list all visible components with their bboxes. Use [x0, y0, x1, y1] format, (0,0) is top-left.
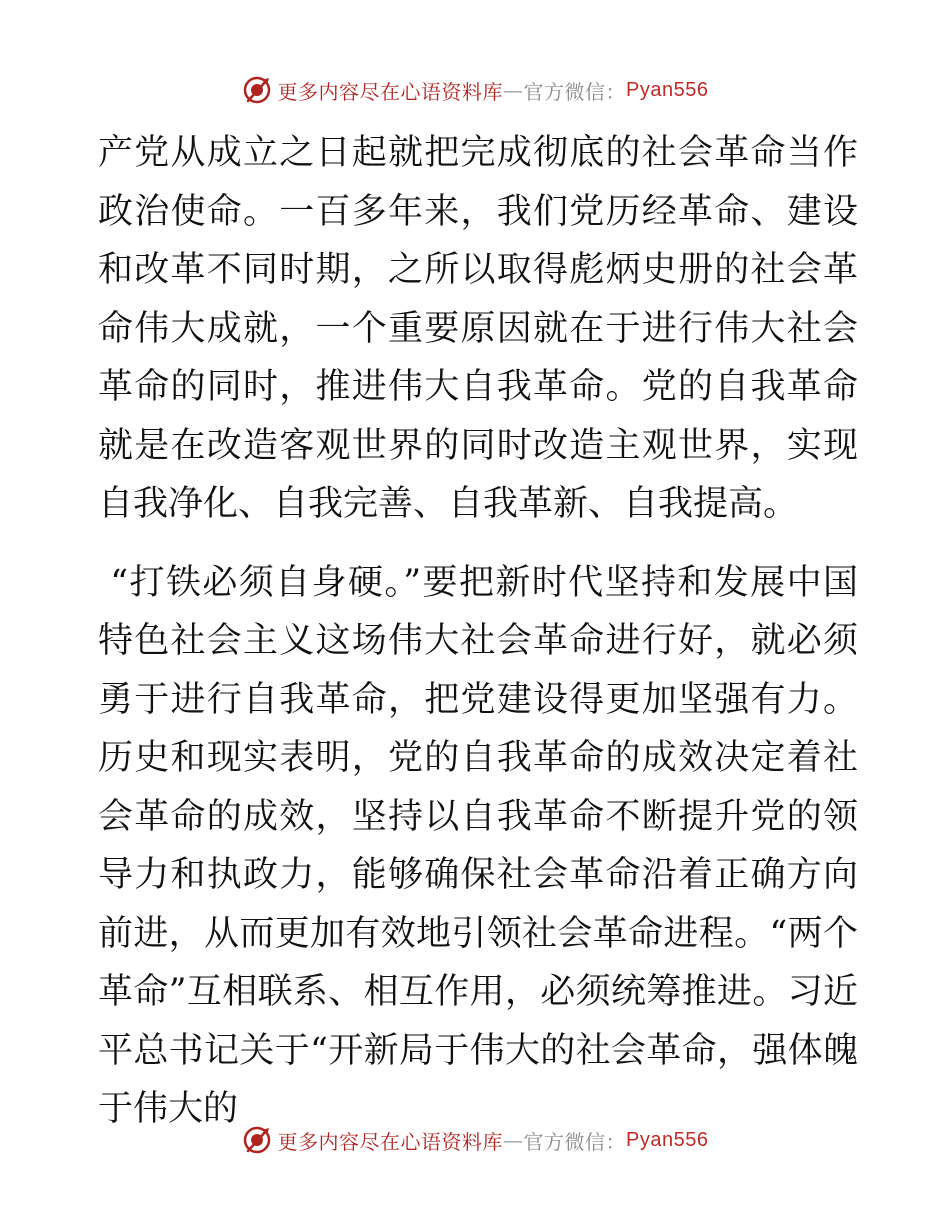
paragraph-1: 产党从成立之日起就把完成彻底的社会革命当作政治使命。一百多年来，我们党历经革命、建设和改革不同时期，之所以取得彪炳史册的社会革命伟大成就，一个重要原因就在于进行伟大社会革命的同时，推进伟大自我革命。党的自我革命就是在改造客观世界的同时改造主观世界，实现自我净化、自我完善、自我革新、自我提高。 [98, 133, 858, 524]
document-body [98, 124, 858, 1139]
watermark-account-label: 官方微信： [523, 1129, 627, 1154]
quill-seal-icon [242, 1125, 272, 1155]
footer-watermark [0, 1120, 950, 1160]
watermark-separator: — [503, 78, 524, 102]
watermark-main-text: 更多内容尽在心语资料库 [277, 79, 504, 104]
quill-seal-icon [242, 75, 272, 105]
watermark-account-label: 官方微信： [523, 79, 627, 104]
watermark-account-id: Pyan556 [626, 1128, 709, 1151]
watermark-account-id: Pyan556 [626, 78, 709, 101]
header-watermark [0, 70, 950, 110]
watermark-main-text: 更多内容尽在心语资料库 [277, 1129, 504, 1154]
watermark-separator: — [503, 1128, 524, 1152]
paragraph-2: “打铁必须自身硬。”要把新时代坚持和发展中国特色社会主义这场伟大社会革命进行好，就必须勇于进行自我革命，把党建设得更加坚强有力。历史和现实表明，党的自我革命的成效决定着社会革命的成效，坚持以自我革命不断提升党的领导力和执政力，能够确保社会革命沿着正确方向前进，从而更加有效地引领社会革命进程。“两个革命”互相联系、相互作用，必须统筹推进。习近平总书记关于“开新局于伟大的社会革命，强体魄于伟大的 [98, 562, 858, 1129]
